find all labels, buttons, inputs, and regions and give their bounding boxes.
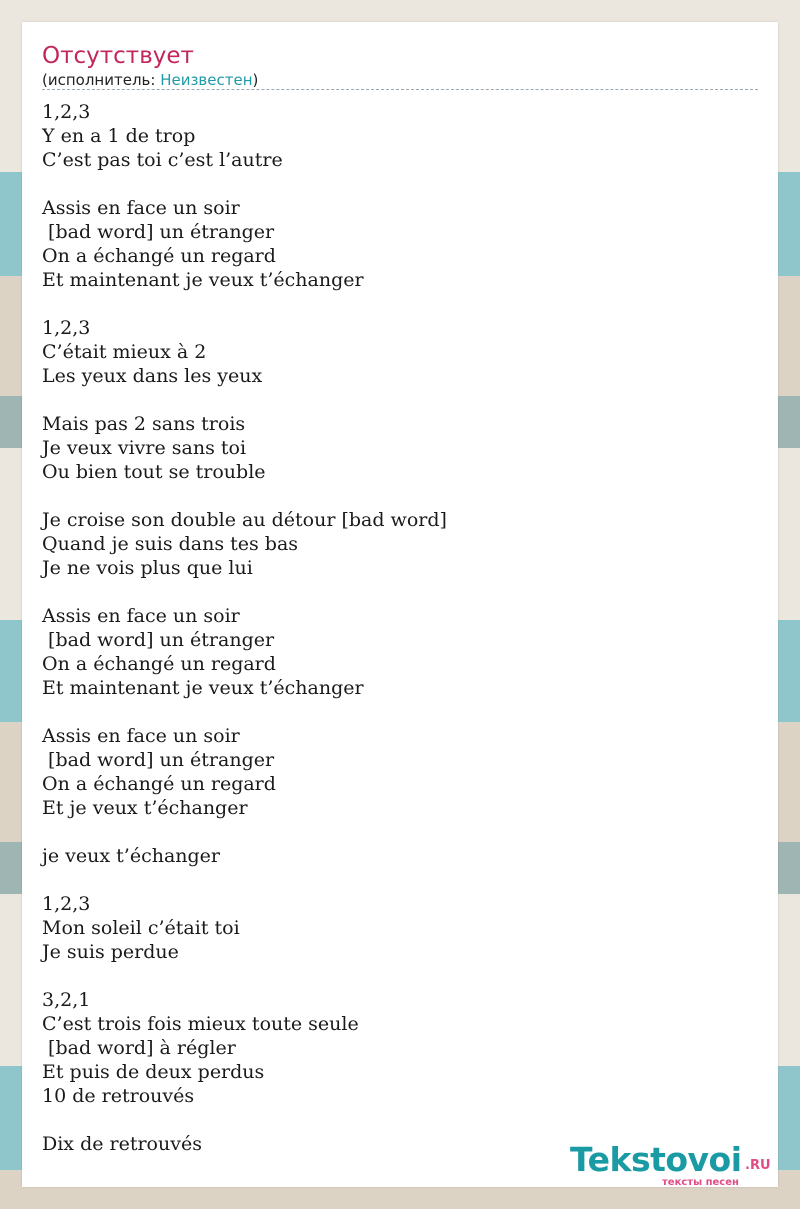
lyric-line: Je croise son double au détour [bad word] <box>42 509 447 531</box>
lyric-line: Et maintenant je veux t’échanger <box>42 269 364 291</box>
site-logo[interactable] <box>570 1140 780 1190</box>
lyric-line: Je veux vivre sans toi <box>42 437 247 459</box>
artist-suffix: ) <box>252 71 259 89</box>
lyric-line: [bad word] un étranger <box>42 629 275 651</box>
lyric-line: Assis en face un soir <box>42 197 240 219</box>
lyrics-text <box>42 100 758 1156</box>
artist-link[interactable]: Неизвестен <box>160 71 253 89</box>
lyric-line: On a échangé un regard <box>42 653 276 675</box>
lyric-line: C’est pas toi c’est l’autre <box>42 149 283 171</box>
lyric-line: Je ne vois plus que lui <box>42 557 253 579</box>
stanza-break <box>42 172 758 196</box>
logo-wordmark: Tekstovoi <box>570 1140 742 1179</box>
stanza-break <box>42 292 758 316</box>
lyric-line: Et maintenant je veux t’échanger <box>42 677 364 699</box>
stanza-break <box>42 484 758 508</box>
lyrics-card <box>22 22 778 1187</box>
lyric-line: 1,2,3 <box>42 101 91 123</box>
lyric-line: Mon soleil c’était toi <box>42 917 240 939</box>
song-title: Отсутствует <box>42 43 194 69</box>
lyric-line: Dix de retrouvés <box>42 1133 202 1155</box>
lyric-line: On a échangé un regard <box>42 773 276 795</box>
stanza-break <box>42 820 758 844</box>
lyric-line: 1,2,3 <box>42 893 91 915</box>
lyric-line: Je suis perdue <box>42 941 179 963</box>
lyric-line: Les yeux dans les yeux <box>42 365 263 387</box>
lyric-line: [bad word] à régler <box>42 1037 236 1059</box>
artist-line <box>42 71 258 89</box>
title-divider <box>42 89 758 90</box>
lyric-line: 1,2,3 <box>42 317 91 339</box>
lyric-line: 3,2,1 <box>42 989 91 1011</box>
lyric-line: Et je veux t’échanger <box>42 797 248 819</box>
stanza-break <box>42 868 758 892</box>
artist-prefix: (исполнитель: <box>42 71 161 89</box>
lyric-line: [bad word] un étranger <box>42 749 275 771</box>
lyric-line: Mais pas 2 sans trois <box>42 413 246 435</box>
lyric-line: Quand je suis dans tes bas <box>42 533 299 555</box>
lyric-line: Et puis de deux perdus <box>42 1061 265 1083</box>
lyric-line: C’était mieux à 2 <box>42 341 207 363</box>
lyric-line: Assis en face un soir <box>42 605 240 627</box>
logo-subtitle: тексты песен <box>662 1177 739 1188</box>
stanza-break <box>42 580 758 604</box>
lyric-line: Ou bien tout se trouble <box>42 461 266 483</box>
lyric-line: je veux t’échanger <box>42 845 220 867</box>
logo-tld: .RU <box>745 1158 771 1173</box>
lyric-line: C’est trois fois mieux toute seule <box>42 1013 359 1035</box>
stanza-break <box>42 700 758 724</box>
lyric-line: Assis en face un soir <box>42 725 240 747</box>
stanza-break <box>42 388 758 412</box>
lyric-line: [bad word] un étranger <box>42 221 275 243</box>
lyric-line: On a échangé un regard <box>42 245 276 267</box>
lyric-line: 10 de retrouvés <box>42 1085 195 1107</box>
lyric-line: Y en a 1 de trop <box>42 125 196 147</box>
stanza-break <box>42 1108 758 1132</box>
stanza-break <box>42 964 758 988</box>
